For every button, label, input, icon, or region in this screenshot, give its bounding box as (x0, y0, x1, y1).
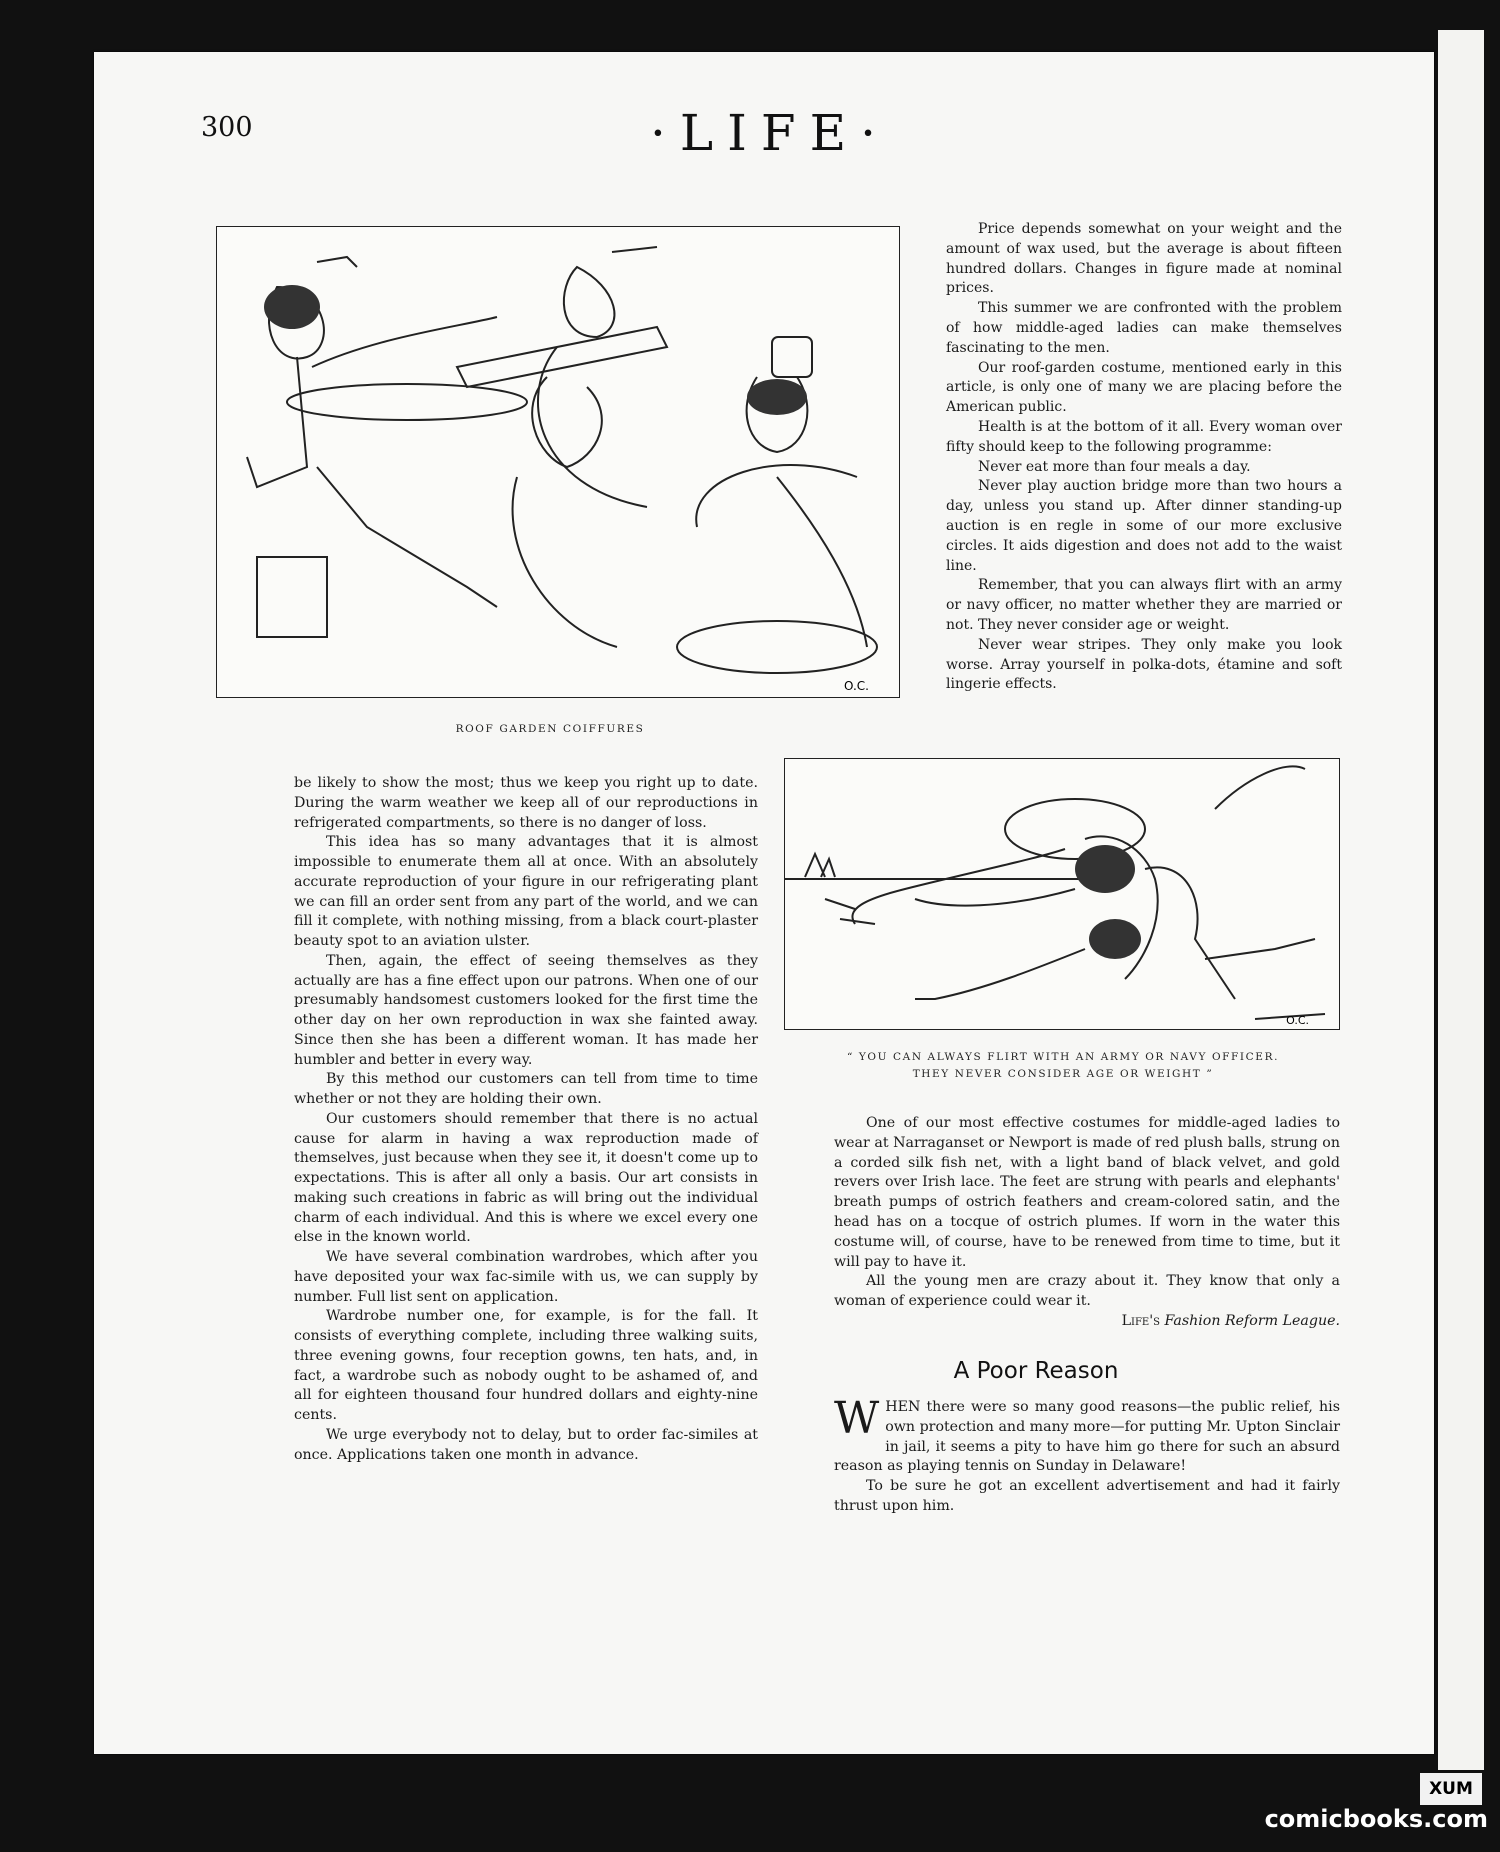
paragraph: One of our most effective costumes for middle-aged ladies to wear at Narraganset or Newport is made of red plush balls, strung on a corded silk fish net, with a light band of black velvet, and gold revers over Irish lace. The feet are strung with pearls and elephants' breath pumps of ostrich feathers and cream-colored satin, and the head has on a tocque of ostrich plumes. If worn in the water this costume will, of course, have to be renewed from time to time, but it will pay to have it. (834, 1115, 1340, 1270)
paragraph: All the young men are crazy about it. They know that only a woman of experience could wear it. (834, 1273, 1340, 1310)
watermark-badge: XUM (1420, 1773, 1482, 1805)
illustration-signature: O.C. (844, 679, 869, 693)
watermark-site: comicbooks.com (1264, 1805, 1488, 1833)
paragraph: We urge everybody not to delay, but to order fac-similes at once. Applications taken one month in advance. (294, 1426, 758, 1463)
paragraph: Never play auction bridge more than two hours a day, unless you stand up. After dinner standing-up auction is en regle in some of our more exclusive circles. It aids digestion and does not add to the waist line. (946, 478, 1342, 574)
paragraph: Never eat more than four meals a day. (978, 458, 1251, 475)
masthead: ·LIFE· (650, 104, 890, 162)
paragraph: Never wear stripes. They only make you look worse. Array yourself in polka-dots, étamine and soft lingerie effects. (946, 636, 1342, 693)
paragraph: be likely to show the most; thus we keep you right up to date. During the warm weather we keep all of our reproductions in refrigerated compartments, so there is no danger of loss. (294, 775, 758, 831)
roof-garden-illustration (216, 226, 900, 698)
paragraph: Our roof-garden costume, mentioned early in this article, is only one of many we are placing before the American public. (946, 359, 1342, 416)
roof-garden-caption: ROOF GARDEN COIFFURES (455, 723, 645, 735)
watermark (1208, 1773, 1488, 1837)
flirt-caption (788, 1049, 1338, 1083)
paragraph: This summer we are confronted with the problem of how middle-aged ladies can make themselves fascinating to the men. (946, 300, 1342, 356)
illustration-signature: O.C. (1286, 1014, 1309, 1027)
adjacent-page-edge (1438, 30, 1484, 1770)
paragraph: Then, again, the effect of seeing themselves as they actually are has a fine effect upon our patrons. When one of our presumably handsomest customers looked for the first time the other day on her own reproduction in wax she fainted away. Since then she has been a different woman. It has made her humbler and better in every way. (294, 952, 758, 1068)
flirt-illustration (784, 758, 1340, 1030)
poor-reason-title: A Poor Reason (953, 1358, 1119, 1384)
caption-line: “ YOU CAN ALWAYS FLIRT WITH AN ARMY OR NAVY OFFICER. (846, 1051, 1280, 1063)
paragraph: To be sure he got an excellent advertisement and had it fairly thrust upon him. (834, 1478, 1340, 1514)
drop-cap: W (834, 1393, 880, 1444)
signature-life: Life's (1121, 1312, 1160, 1329)
caption-line: THEY NEVER CONSIDER AGE OR WEIGHT ” (912, 1068, 1214, 1080)
paragraph: Our customers should remember that there is no actual cause for alarm in having a wax reproduction made of themselves, just because when they see it, it doesn't come up to expectations. This is after all only a basis. Our art consists in making such creations in fabric as will bring out the individual charm of each individual. And this is where we excel every one else in the known world. (294, 1110, 758, 1246)
paragraph-text: HEN there were so many good reasons—the public relief, his own protection and many more—for putting Mr. Upton Sinclair in jail, it seems a pity to have him go there for such an absurd reason as playing tennis on Sunday in Delaware! (834, 1399, 1340, 1475)
left-column-text (294, 774, 758, 1465)
paragraph: Wardrobe number one, for example, is for the fall. It consists of everything complete, including three walking suits, three evening gowns, four reception gowns, ten hats, and, in fact, a wardrobe such as nobody ought to be ashamed of, and all for eighteen thousand four hundred dollars and eighty-nine cents. (294, 1308, 758, 1423)
paragraph: Price depends somewhat on your weight and the amount of wax used, but the average is about fifteen hundred dollars. Changes in figure made at nominal prices. (946, 221, 1342, 297)
article-signature (834, 1312, 1340, 1332)
paragraph: By this method our customers can tell from time to time whether or not they are holding their own. (294, 1071, 758, 1107)
paragraph: Health is at the bottom of it all. Every woman over fifty should keep to the following programme: (946, 418, 1342, 455)
paragraph: Remember, that you can always flirt with an army or navy officer, no matter whether they are married or not. They never consider age or weight. (946, 577, 1342, 633)
roof-garden-drawing (217, 227, 899, 697)
signature-league: Fashion Reform League. (1164, 1312, 1340, 1329)
poor-reason-text (834, 1393, 1340, 1517)
right-column-top-text (946, 220, 1342, 695)
flirt-drawing (785, 759, 1339, 1029)
paragraph: We have several combination wardrobes, which after you have deposited your wax fac-simile with us, we can supply by number. Full list sent on application. (294, 1249, 758, 1305)
paragraph (834, 1393, 1340, 1477)
paragraph: This idea has so many advantages that it is almost impossible to enumerate them all at once. With an absolutely accurate reproduction of your figure in our refrigerating plant we can fill an order sent from any part of the world, and we can fill it complete, with nothing missing, from a black court-plaster beauty spot to an aviation ulster. (294, 834, 758, 949)
right-column-bottom-text (834, 1114, 1340, 1332)
page-number: 300 (201, 112, 253, 143)
